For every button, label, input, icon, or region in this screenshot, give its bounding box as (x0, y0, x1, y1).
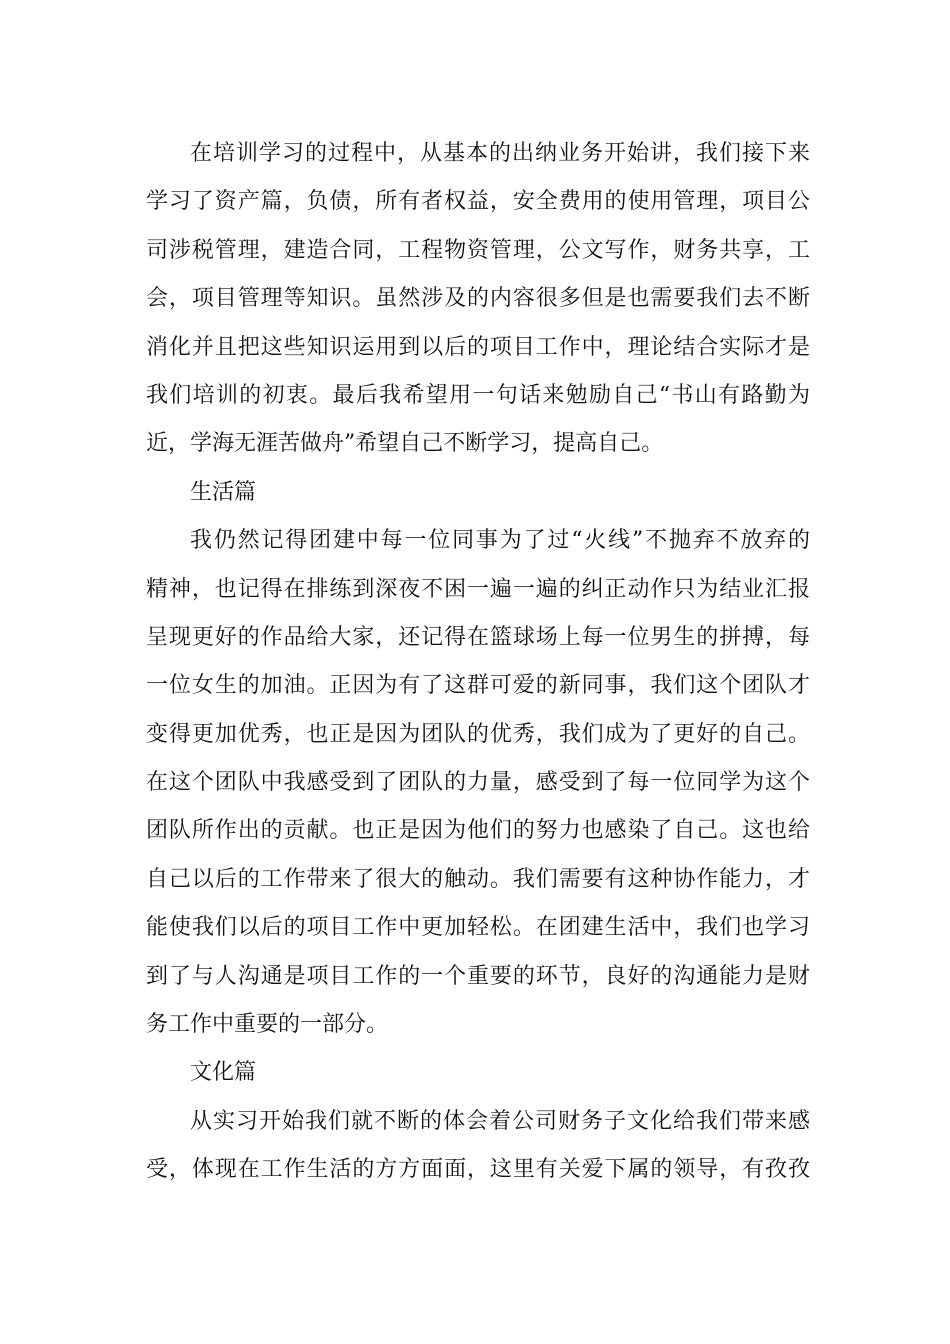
text-line: 自己以后的工作带来了很大的触动。我们需要有这种协作能力，才 (146, 866, 810, 892)
text-line: 精神，也记得在排练到深夜不困一遍一遍的纠正动作只为结业汇报 (146, 576, 810, 602)
paragraph-life (146, 517, 810, 1049)
text-line: 一位女生的加油。正因为有了这群可爱的新同事，我们这个团队才 (146, 673, 810, 699)
text-line: 呈现更好的作品给大家，还记得在篮球场上每一位男生的拼搏，每 (146, 624, 810, 650)
text-line: 在培训学习的过程中，从基本的出纳业务开始讲，我们接下来 (190, 141, 810, 166)
text-line: 我仍然记得团建中每一位同事为了过“火线”不抛弃不放弃的 (190, 528, 810, 554)
text-line: 消化并且把这些知识运用到以后的项目工作中，理论结合实际才是 (146, 334, 810, 360)
text-line: 近，学海无涯苦做舟”希望自己不断学习，提高自己。 (146, 431, 664, 457)
text-line: 能使我们以后的项目工作中更加轻松。在团建生活中，我们也学习 (146, 915, 810, 941)
text-line: 从实习开始我们就不断的体会着公司财务子文化给我们带来感 (190, 1108, 810, 1134)
text-line: 我们培训的初衷。最后我希望用一句话来勉励自己“书山有路勤为 (146, 382, 810, 408)
text-line: 团队所作出的贡献。也正是因为他们的努力也感染了自己。这也给 (146, 818, 810, 844)
text-line: 会，项目管理等知识。虽然涉及的内容很多但是也需要我们去不断 (146, 286, 810, 312)
paragraph-culture (146, 1098, 810, 1195)
paragraph-training (146, 130, 810, 469)
section-heading-culture: 文化篇 (190, 1060, 257, 1086)
text-line: 变得更加优秀，也正是因为团队的优秀，我们成为了更好的自己。 (146, 721, 810, 747)
text-line: 在这个团队中我感受到了团队的力量，感受到了每一位同学为这个 (146, 770, 810, 796)
text-line: 务工作中重要的一部分。 (146, 1012, 389, 1038)
body-text (146, 130, 810, 1195)
section-heading-life: 生活篇 (190, 479, 257, 505)
text-line: 学习了资产篇，负债，所有者权益，安全费用的使用管理，项目公 (146, 189, 810, 215)
text-line: 受，体现在工作生活的方方面面，这里有关爱下属的领导，有孜孜 (146, 1157, 810, 1183)
text-line: 司涉税管理，建造合同，工程物资管理，公文写作，财务共享，工 (146, 237, 810, 263)
text-line: 到了与人沟通是项目工作的一个重要的环节，良好的沟通能力是财 (146, 963, 810, 989)
